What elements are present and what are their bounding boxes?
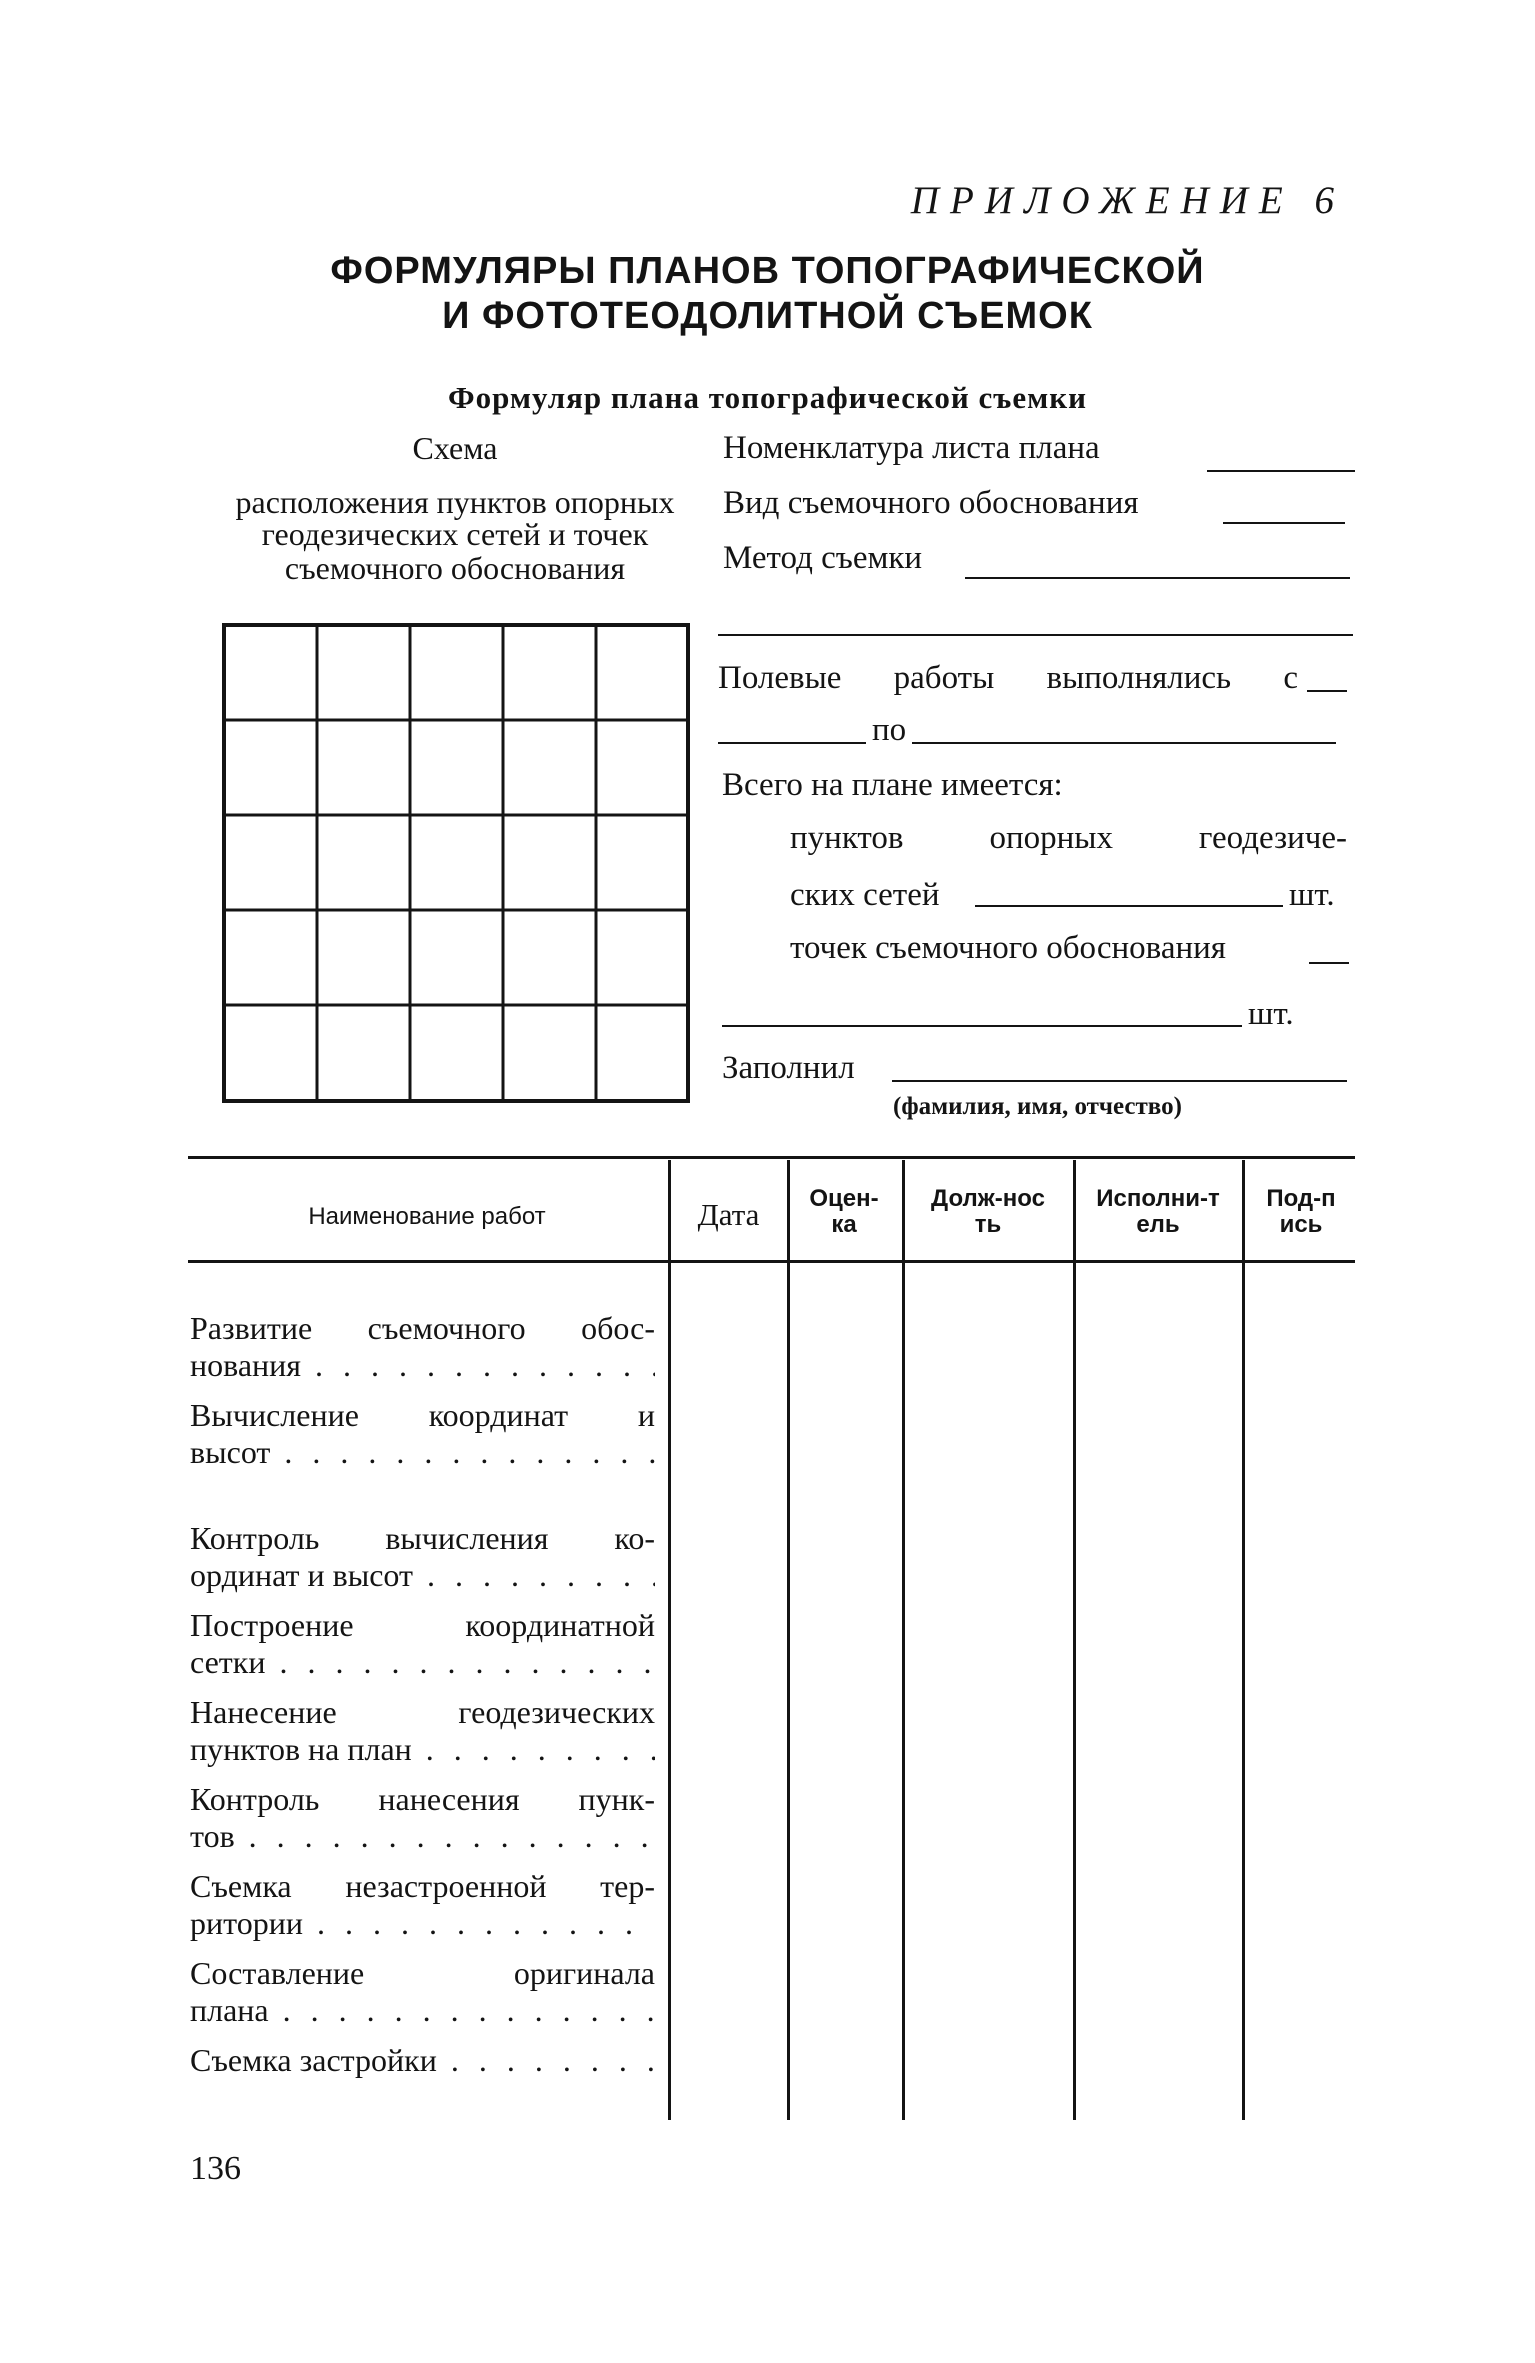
work-name-continuation: высот . . . <box>190 1434 655 1471</box>
points-count-unit: шт. <box>1289 877 1335 913</box>
work-name: Съемка незастроенной тер- <box>190 1868 655 1904</box>
fieldwork-date-line[interactable] <box>718 742 866 744</box>
survey-points-continuation-line[interactable] <box>722 1025 1242 1027</box>
table-row <box>190 2042 655 2079</box>
table-row <box>190 1310 655 1384</box>
table-row <box>190 1694 655 1768</box>
fieldwork-from-input-line[interactable] <box>1307 690 1347 692</box>
work-name: Контроль нанесения пунк- <box>190 1781 655 1817</box>
survey-points-input-line[interactable] <box>1309 962 1349 964</box>
work-name: Построение координатной <box>190 1607 655 1643</box>
filled-by-hint: (фамилия, имя, отчество) <box>893 1093 1182 1120</box>
survey-points-unit: шт. <box>1248 996 1294 1032</box>
work-name: Составление оригинала <box>190 1955 655 1991</box>
table-row <box>190 1520 655 1594</box>
table-top-rule <box>188 1156 1355 1159</box>
table-header-work-name: Наименование работ <box>308 1203 546 1230</box>
work-name: Вычисление координат и <box>190 1397 655 1433</box>
fieldwork-from-label: Полевые работы выполнялись с <box>718 660 1298 696</box>
table-row <box>190 1607 655 1681</box>
scheme-caption-line-3: съемочного обоснования <box>284 550 626 586</box>
scheme-heading: Схема <box>412 430 498 466</box>
fieldwork-to-input-line[interactable] <box>912 742 1336 744</box>
table-column-divider <box>1242 1160 1245 2120</box>
survey-method-continuation-line[interactable] <box>718 634 1353 636</box>
form-title: Формуляр плана топографической съемки <box>448 380 1087 415</box>
document-title-line-1: ФОРМУЛЯРЫ ПЛАНОВ ТОПОГРАФИЧЕСКОЙ <box>330 250 1205 292</box>
nomenclature-input-line[interactable] <box>1207 470 1355 472</box>
table-column-divider <box>902 1160 905 2120</box>
table-header-signature: Под-пись <box>1266 1185 1336 1238</box>
table-row <box>190 1781 655 1855</box>
table-row <box>190 1397 655 1471</box>
nomenclature-label: Номенклатура листа плана <box>723 430 1100 466</box>
filled-by-input-line[interactable] <box>892 1080 1347 1082</box>
appendix-label: ПРИЛОЖЕНИЕ 6 <box>910 179 1345 222</box>
work-name: Съемка застройки . . . <box>190 2042 655 2079</box>
survey-basis-label: Вид съемочного обоснования <box>723 485 1139 521</box>
scheme-caption-line-1: расположения пунктов опорных <box>235 484 675 520</box>
page-number: 136 <box>190 2150 241 2187</box>
work-name-continuation: нования . . . <box>190 1347 655 1384</box>
work-name-continuation: ординат и высот . . . <box>190 1557 655 1594</box>
fieldwork-to-label: по <box>872 712 907 748</box>
work-name-continuation: ритории . . . <box>190 1905 655 1942</box>
work-name-continuation: сетки . . . <box>190 1644 655 1681</box>
work-name: Развитие съемочного обос- <box>190 1310 655 1346</box>
scheme-caption-line-2: геодезических сетей и точек <box>261 516 649 552</box>
total-on-plan-label: Всего на плане имеется: <box>722 767 1063 803</box>
work-name-continuation: плана . . . <box>190 1992 655 2029</box>
survey-method-label: Метод съемки <box>723 540 923 576</box>
table-header-rule <box>188 1260 1355 1263</box>
work-name: Нанесение геодезических <box>190 1694 655 1730</box>
table-header-grade: Оцен-ка <box>809 1185 879 1238</box>
survey-points-label: точек съемочного обоснования <box>790 930 1226 966</box>
table-column-divider <box>668 1160 671 2120</box>
table-header-date: Дата <box>697 1197 760 1232</box>
survey-basis-input-line[interactable] <box>1223 522 1345 524</box>
work-name: Контроль вычисления ко- <box>190 1520 655 1556</box>
table-header-position: Долж-ность <box>931 1185 1045 1238</box>
table-row <box>190 1868 655 1942</box>
table-column-divider <box>787 1160 790 2120</box>
points-count-label-line-2: ских сетей <box>790 877 940 913</box>
points-count-input-line[interactable] <box>975 905 1283 907</box>
work-name-continuation: пунктов на план . . . <box>190 1731 655 1768</box>
points-count-label-line-1: пунктов опорных геодезиче- <box>790 820 1347 856</box>
table-column-divider <box>1073 1160 1076 2120</box>
table-header-executor: Исполни-тель <box>1096 1185 1220 1238</box>
table-row <box>190 1955 655 2029</box>
document-title-line-2: И ФОТОТЕОДОЛИТНОЙ СЪЕМОК <box>442 295 1093 337</box>
scheme-grid <box>222 623 690 1103</box>
filled-by-label: Заполнил <box>722 1050 855 1086</box>
work-name-continuation: тов . . . <box>190 1818 655 1855</box>
survey-method-input-line[interactable] <box>965 577 1350 579</box>
